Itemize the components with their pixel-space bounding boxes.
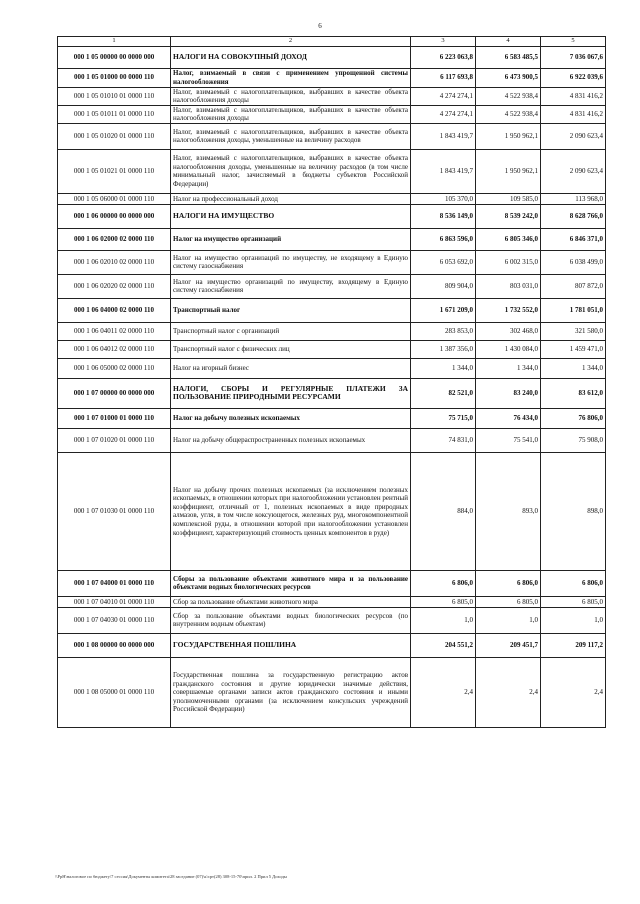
row-value-3: 209 117,2 bbox=[541, 633, 606, 657]
row-value-1: 1,0 bbox=[411, 607, 476, 633]
row-code: 000 1 07 04030 01 0000 110 bbox=[58, 607, 171, 633]
row-value-1: 1 387 356,0 bbox=[411, 340, 476, 358]
row-code: 000 1 05 01021 01 0000 110 bbox=[58, 149, 171, 193]
table-row bbox=[58, 298, 606, 322]
row-value-3: 4 831 416,2 bbox=[541, 105, 606, 123]
row-value-2: 6 806,0 bbox=[476, 570, 541, 596]
budget-income-table bbox=[57, 36, 606, 728]
table-row bbox=[58, 340, 606, 358]
table-row bbox=[58, 657, 606, 727]
row-value-2: 1,0 bbox=[476, 607, 541, 633]
table-row bbox=[58, 250, 606, 274]
row-value-2: 1 344,0 bbox=[476, 358, 541, 378]
table-row bbox=[58, 193, 606, 204]
table-header-row bbox=[58, 37, 606, 47]
row-name: НАЛОГИ, СБОРЫ И РЕГУЛЯРНЫЕ ПЛАТЕЖИ ЗА ПОЛЬЗОВАНИЕ ПРИРОДНЫМИ РЕСУРСАМИ bbox=[171, 378, 411, 408]
row-name: Налог на добычу полезных ископаемых bbox=[171, 408, 411, 428]
row-value-2: 1 430 084,0 bbox=[476, 340, 541, 358]
row-code: 000 1 08 05000 01 0000 110 bbox=[58, 657, 171, 727]
table-row bbox=[58, 274, 606, 298]
row-name: Налог, взимаемый с налогоплательщиков, выбравших в качестве объекта налогообложения доходы bbox=[171, 105, 411, 123]
row-value-2: 2,4 bbox=[476, 657, 541, 727]
row-value-3: 1,0 bbox=[541, 607, 606, 633]
row-name: НАЛОГИ НА СОВОКУПНЫЙ ДОХОД bbox=[171, 46, 411, 68]
row-code: 000 1 08 00000 00 0000 000 bbox=[58, 633, 171, 657]
row-code: 000 1 05 01000 00 0000 110 bbox=[58, 68, 171, 87]
row-value-2: 109 585,0 bbox=[476, 193, 541, 204]
header-col-1: 1 bbox=[58, 37, 171, 47]
row-value-1: 8 536 149,0 bbox=[411, 204, 476, 228]
row-value-2: 4 522 938,4 bbox=[476, 105, 541, 123]
row-name: Налог, взимаемый в связи с применением упрощенной системы налогообложения bbox=[171, 68, 411, 87]
row-value-3: 1 459 471,0 bbox=[541, 340, 606, 358]
header-col-5: 5 bbox=[541, 37, 606, 47]
table-row bbox=[58, 570, 606, 596]
table-row bbox=[58, 68, 606, 87]
row-value-2: 1 732 552,0 bbox=[476, 298, 541, 322]
row-name: Налог, взимаемый с налогоплательщиков, выбравших в качестве объекта налогообложения доходы, уменьшенные на величину расходов bbox=[171, 123, 411, 149]
header-col-3: 3 bbox=[411, 37, 476, 47]
row-value-1: 1 843 419,7 bbox=[411, 123, 476, 149]
row-name: Сбор за пользование объектами животного мира bbox=[171, 596, 411, 607]
table-row bbox=[58, 408, 606, 428]
row-value-1: 82 521,0 bbox=[411, 378, 476, 408]
row-name: ГОСУДАРСТВЕННАЯ ПОШЛИНА bbox=[171, 633, 411, 657]
row-value-2: 75 541,0 bbox=[476, 428, 541, 452]
row-name: Налог на игорный бизнес bbox=[171, 358, 411, 378]
row-name: Транспортный налог bbox=[171, 298, 411, 322]
row-name: Налог на добычу прочих полезных ископаемых (за исключением полезных ископаемых, в отношении которых при налогообложении установлен рентный коэффициент, отличный от 1, полезных ископаемых в виде природных алмазов, угля, в том числе коксующегося, железных руд, многокомпонентной комплексной руды, в отношении которой при налогообложении установлен коэффициент, характеризующий стоимость ценных компонентов в руде) bbox=[171, 452, 411, 570]
row-value-3: 75 908,0 bbox=[541, 428, 606, 452]
row-value-2: 209 451,7 bbox=[476, 633, 541, 657]
row-name: Налог на имущество организаций по имуществу, входящему в Единую систему газоснабжения bbox=[171, 274, 411, 298]
row-value-2: 1 950 962,1 bbox=[476, 149, 541, 193]
row-value-1: 74 831,0 bbox=[411, 428, 476, 452]
row-value-3: 2 090 623,4 bbox=[541, 123, 606, 149]
row-value-1: 75 715,0 bbox=[411, 408, 476, 428]
row-value-3: 6 805,0 bbox=[541, 596, 606, 607]
row-value-1: 1 671 209,0 bbox=[411, 298, 476, 322]
row-name: Налог на добычу общераспространенных полезных ископаемых bbox=[171, 428, 411, 452]
row-name: Сборы за пользование объектами животного мира и за пользование объектами водных биологических ресурсов bbox=[171, 570, 411, 596]
row-value-1: 6 053 692,0 bbox=[411, 250, 476, 274]
row-value-3: 321 580,0 bbox=[541, 322, 606, 340]
row-value-2: 803 031,0 bbox=[476, 274, 541, 298]
row-value-2: 6 473 900,5 bbox=[476, 68, 541, 87]
row-value-2: 83 240,0 bbox=[476, 378, 541, 408]
row-value-2: 4 522 938,4 bbox=[476, 87, 541, 105]
header-col-2: 2 bbox=[171, 37, 411, 47]
table-row bbox=[58, 123, 606, 149]
table-row bbox=[58, 596, 606, 607]
row-value-2: 6 002 315,0 bbox=[476, 250, 541, 274]
row-value-1: 4 274 274,1 bbox=[411, 87, 476, 105]
row-value-3: 6 846 371,0 bbox=[541, 228, 606, 250]
row-code: 000 1 07 01000 01 0000 110 bbox=[58, 408, 171, 428]
row-value-3: 4 831 416,2 bbox=[541, 87, 606, 105]
row-value-3: 6 922 039,6 bbox=[541, 68, 606, 87]
row-name: Налог на профессиональный доход bbox=[171, 193, 411, 204]
row-code: 000 1 05 01011 01 0000 110 bbox=[58, 105, 171, 123]
row-value-2: 6 583 485,5 bbox=[476, 46, 541, 68]
row-value-3: 7 036 067,6 bbox=[541, 46, 606, 68]
row-value-1: 809 904,0 bbox=[411, 274, 476, 298]
row-code: 000 1 05 00000 00 0000 000 bbox=[58, 46, 171, 68]
row-value-3: 898,0 bbox=[541, 452, 606, 570]
row-name: Налог, взимаемый с налогоплательщиков, выбравших в качестве объекта налогообложения доходы bbox=[171, 87, 411, 105]
row-value-3: 76 806,0 bbox=[541, 408, 606, 428]
row-code: 000 1 06 05000 02 0000 110 bbox=[58, 358, 171, 378]
row-code: 000 1 06 04012 02 0000 110 bbox=[58, 340, 171, 358]
row-value-1: 1 344,0 bbox=[411, 358, 476, 378]
row-value-2: 6 805 346,0 bbox=[476, 228, 541, 250]
row-value-1: 6 806,0 bbox=[411, 570, 476, 596]
row-code: 000 1 07 00000 00 0000 000 bbox=[58, 378, 171, 408]
row-code: 000 1 07 01030 01 0000 110 bbox=[58, 452, 171, 570]
row-code: 000 1 05 01010 01 0000 110 bbox=[58, 87, 171, 105]
row-name: Налог, взимаемый с налогоплательщиков, выбравших в качестве объекта налогообложения доходы, уменьшенные на величину расходов (в том числе минимальный налог, зачисляемый в бюджеты субъектов Российской Федерации) bbox=[171, 149, 411, 193]
table-row bbox=[58, 358, 606, 378]
row-value-1: 4 274 274,1 bbox=[411, 105, 476, 123]
row-code: 000 1 07 01020 01 0000 110 bbox=[58, 428, 171, 452]
row-value-3: 113 968,0 bbox=[541, 193, 606, 204]
row-value-3: 807 872,0 bbox=[541, 274, 606, 298]
row-value-1: 105 370,0 bbox=[411, 193, 476, 204]
row-value-1: 2,4 bbox=[411, 657, 476, 727]
row-code: 000 1 06 00000 00 0000 000 bbox=[58, 204, 171, 228]
row-code: 000 1 06 02000 02 0000 110 bbox=[58, 228, 171, 250]
row-value-1: 884,0 bbox=[411, 452, 476, 570]
row-value-1: 6 223 063,8 bbox=[411, 46, 476, 68]
file-path-footer: \\РрН\налоговое по бюджету\7 сессия\Документы комитета\28 заседание (07)\к\срт(28) 308-15-70\прил. 2 Прил 5 Доходы bbox=[55, 874, 287, 879]
row-value-2: 302 468,0 bbox=[476, 322, 541, 340]
row-value-3: 1 781 051,0 bbox=[541, 298, 606, 322]
row-name: НАЛОГИ НА ИМУЩЕСТВО bbox=[171, 204, 411, 228]
table-row bbox=[58, 452, 606, 570]
row-code: 000 1 06 04011 02 0000 110 bbox=[58, 322, 171, 340]
table-row bbox=[58, 87, 606, 105]
table-row bbox=[58, 428, 606, 452]
header-col-4: 4 bbox=[476, 37, 541, 47]
row-value-2: 893,0 bbox=[476, 452, 541, 570]
row-value-3: 6 038 499,0 bbox=[541, 250, 606, 274]
table-row bbox=[58, 204, 606, 228]
row-value-2: 1 950 962,1 bbox=[476, 123, 541, 149]
row-value-1: 6 117 693,8 bbox=[411, 68, 476, 87]
row-code: 000 1 07 04010 01 0000 110 bbox=[58, 596, 171, 607]
row-code: 000 1 06 04000 02 0000 110 bbox=[58, 298, 171, 322]
row-code: 000 1 07 04000 01 0000 110 bbox=[58, 570, 171, 596]
table-row bbox=[58, 633, 606, 657]
row-name: Государственная пошлина за государственную регистрацию актов гражданского состояния и другие юридически значимые действия, совершаемые органами записи актов гражданского состояния и иными уполномоченными органами (за исключением консульских учреждений Российской Федерации) bbox=[171, 657, 411, 727]
table-row bbox=[58, 378, 606, 408]
table-row bbox=[58, 228, 606, 250]
row-value-1: 283 853,0 bbox=[411, 322, 476, 340]
table-row bbox=[58, 105, 606, 123]
row-value-2: 8 539 242,0 bbox=[476, 204, 541, 228]
row-value-1: 1 843 419,7 bbox=[411, 149, 476, 193]
row-value-1: 6 863 596,0 bbox=[411, 228, 476, 250]
row-value-3: 83 612,0 bbox=[541, 378, 606, 408]
row-value-1: 204 551,2 bbox=[411, 633, 476, 657]
row-name: Налог на имущество организаций по имуществу, не входящему в Единую систему газоснабжения bbox=[171, 250, 411, 274]
page-number: 6 bbox=[318, 22, 322, 30]
row-code: 000 1 05 06000 01 0000 110 bbox=[58, 193, 171, 204]
row-name: Налог на имущество организаций bbox=[171, 228, 411, 250]
row-value-2: 76 434,0 bbox=[476, 408, 541, 428]
row-code: 000 1 06 02010 02 0000 110 bbox=[58, 250, 171, 274]
row-value-3: 1 344,0 bbox=[541, 358, 606, 378]
row-name: Транспортный налог с организаций bbox=[171, 322, 411, 340]
row-name: Сбор за пользование объектами водных биологических ресурсов (по внутренним водным объектам) bbox=[171, 607, 411, 633]
table-row bbox=[58, 607, 606, 633]
row-name: Транспортный налог с физических лиц bbox=[171, 340, 411, 358]
row-value-3: 6 806,0 bbox=[541, 570, 606, 596]
row-value-3: 8 628 766,0 bbox=[541, 204, 606, 228]
row-value-3: 2,4 bbox=[541, 657, 606, 727]
row-value-3: 2 090 623,4 bbox=[541, 149, 606, 193]
row-code: 000 1 06 02020 02 0000 110 bbox=[58, 274, 171, 298]
row-value-2: 6 805,0 bbox=[476, 596, 541, 607]
table-row bbox=[58, 46, 606, 68]
row-code: 000 1 05 01020 01 0000 110 bbox=[58, 123, 171, 149]
table-row bbox=[58, 322, 606, 340]
row-value-1: 6 805,0 bbox=[411, 596, 476, 607]
table-row bbox=[58, 149, 606, 193]
